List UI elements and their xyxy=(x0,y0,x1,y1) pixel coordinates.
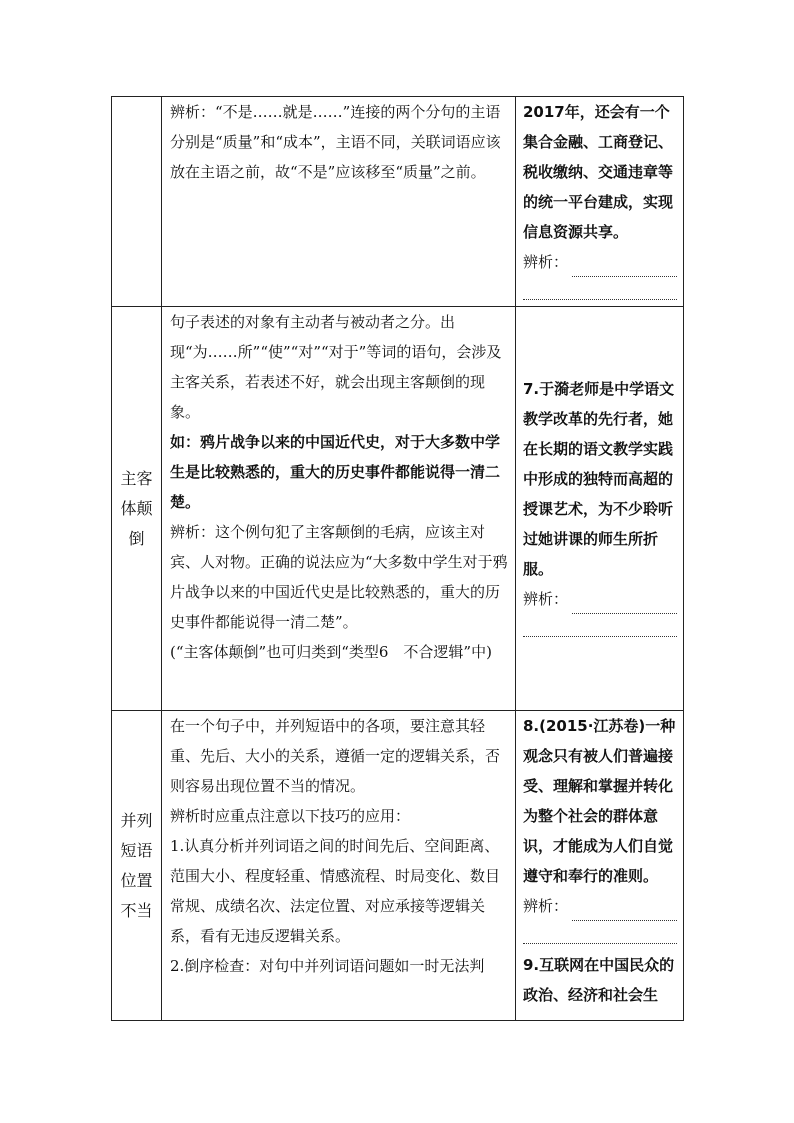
answer-line[interactable] xyxy=(523,614,677,637)
exercise-text: 8.(2015·江苏卷)一种观念只有被人们普遍接受、理解和掌握并转化为整个社会的群体意识，才能成为人们自觉遵守和奉行的准则。 xyxy=(523,717,676,885)
answer-blank[interactable] xyxy=(523,584,677,614)
category-label: 短语 xyxy=(120,840,153,860)
category-cell xyxy=(112,97,162,307)
category-label: 倒 xyxy=(128,528,145,548)
category-label: 位置 xyxy=(120,870,153,890)
category-label: 不当 xyxy=(120,900,153,920)
exercise-text: 9.互联网在中国民众的政治、经济和社会生 xyxy=(523,956,675,1004)
exercise-cell xyxy=(516,97,684,307)
explanation-cell xyxy=(162,97,516,307)
exercise-cell xyxy=(516,711,684,1021)
category-cell xyxy=(112,711,162,1021)
exercise-text: 7.于漪老师是中学语文教学改革的先行者，她在长期的语文教学实践中形成的独特而高超的授课艺术，为不少聆听过她讲课的师生所折服。 xyxy=(523,380,675,578)
exercise-cell xyxy=(516,307,684,711)
blank-label: 辨析： xyxy=(523,897,569,915)
explanation-cell xyxy=(162,307,516,711)
paragraph: 1.认真分析并列词语之间的时间先后、空间距离、范围大小、程度轻重、情感流程、时局变化、数目常规、成绩名次、法定位置、对应承接等逻辑关系，看有无违反逻辑关系。 xyxy=(170,837,501,945)
paragraph: 句子表述的对象有主动者与被动者之分。出现“为……所”“使”“对”“对于”等词的语句，会涉及主客关系，若表述不好，就会出现主客颠倒的现象。 xyxy=(170,313,502,421)
answer-line[interactable] xyxy=(523,277,677,300)
paragraph: 2.倒序检查：对句中并列词语问题如一时无法判 xyxy=(170,957,485,975)
paragraph: 辨析：这个例句犯了主客颠倒的毛病，应该主对宾、人对物。正确的说法应为“大多数中学生对于鸦片战争以来的中国近代史是比较熟悉的，重大的历史事件都能说得一清二楚”。 xyxy=(170,523,508,631)
paragraph: 辨析：“不是……就是……”连接的两个分句的主语分别是“质量”和“成本”，主语不同，关联词语应该放在主语之前，故“不是”应该移至“质量”之前。 xyxy=(170,103,501,181)
table-row xyxy=(112,711,684,1021)
category-label: 并列 xyxy=(120,810,153,830)
table-row xyxy=(112,97,684,307)
answer-line xyxy=(572,256,677,277)
paragraph: 在一个句子中，并列短语中的各项，要注意其轻重、先后、大小的关系，遵循一定的逻辑关系，否则容易出现位置不当的情况。 xyxy=(170,717,501,795)
category-label: 体颠 xyxy=(120,498,153,518)
paragraph: 辨析时应重点注意以下技巧的应用： xyxy=(170,807,411,825)
example-sentence: 如：鸦片战争以来的中国近代史，对于大多数中学生是比较熟悉的，重大的历史事件都能说得一清二楚。 xyxy=(170,433,501,511)
category-cell xyxy=(112,307,162,711)
blank-label: 辨析： xyxy=(523,253,569,271)
category-label: 主客 xyxy=(120,468,153,488)
exercise-text: 2017年，还会有一个集合金融、工商登记、税收缴纳、交通违章等的统一平台建成，实现信息资源共享。 xyxy=(523,103,674,241)
answer-line[interactable] xyxy=(523,921,677,944)
table-row xyxy=(112,307,684,711)
answer-blank[interactable] xyxy=(523,891,677,921)
answer-line xyxy=(572,593,677,614)
content-table xyxy=(111,96,684,1021)
answer-line xyxy=(572,900,677,921)
note: (“主客体颠倒”也可归类到“类型6 不合逻辑”中) xyxy=(170,643,492,661)
answer-blank[interactable] xyxy=(523,247,677,277)
blank-label: 辨析： xyxy=(523,590,569,608)
explanation-cell xyxy=(162,711,516,1021)
